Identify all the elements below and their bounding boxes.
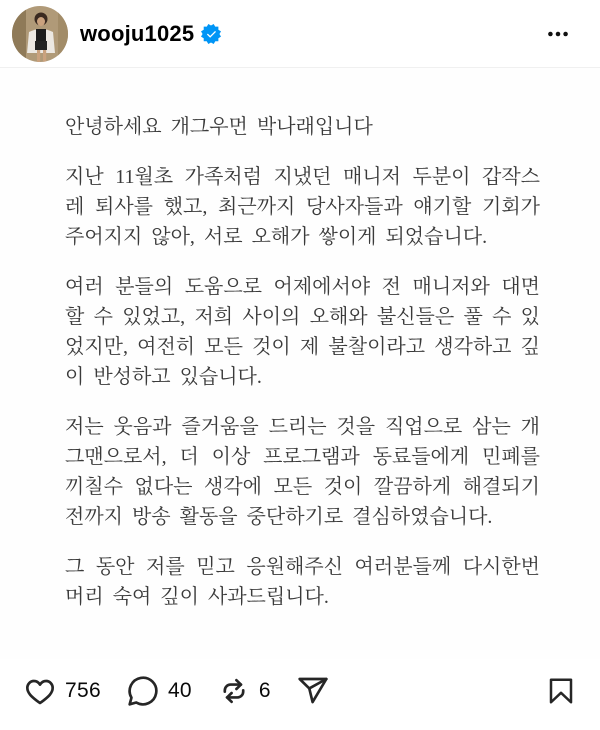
action-bar	[0, 659, 600, 729]
bookmark-icon	[546, 676, 576, 706]
avatar[interactable]	[12, 6, 68, 62]
statement-paragraph: 그 동안 저를 믿고 응원해주신 여러분들께 다시한번 머리 숙여 깊이 사과드립니다.	[65, 556, 540, 608]
heart-icon	[24, 675, 56, 707]
verified-badge-icon	[201, 24, 221, 44]
statement-paragraph: 안녕하세요 개그우먼 박나래입니다	[65, 116, 373, 138]
share-paper-plane-icon	[297, 675, 329, 707]
ellipsis-icon	[545, 21, 571, 47]
comment-count[interactable]: 40	[167, 679, 192, 702]
post-image-statement[interactable]	[0, 68, 600, 659]
more-options-button[interactable]	[540, 16, 576, 52]
comment-button[interactable]	[127, 675, 159, 707]
post-header	[0, 0, 600, 68]
username[interactable]: wooju1025	[80, 20, 195, 46]
avatar-photo	[12, 6, 68, 62]
like-count[interactable]: 756	[65, 679, 101, 702]
like-group	[24, 675, 101, 707]
comment-group	[127, 675, 192, 707]
repost-button[interactable]	[218, 675, 250, 707]
repost-group	[218, 675, 271, 707]
statement-paragraph: 여러 분들의 도움으로 어제에서야 전 매니저와 대면할 수 있었고, 저희 사이의 오해와 불신들은 풀 수 있었지만, 여전히 모든 것이 제 불찰이라고 생각하고 깊이 반성하고 있습니다.	[65, 276, 540, 388]
save-button[interactable]	[546, 676, 576, 706]
statement-paragraph: 지난 11월초 가족처럼 지냈던 매니저 두분이 갑작스레 퇴사를 했고, 최근까지 당사자들과 얘기할 기회가 주어지지 않아, 서로 오해가 쌓이게 되었습니다.	[65, 166, 540, 248]
statement-paragraph: 저는 웃음과 즐거움을 드리는 것을 직업으로 삼는 개그맨으로서, 더 이상 프로그램과 동료들에게 민폐를 끼칠수 없다는 생각에 모든 것이 깔끔하게 해결되기 전까지 방송 활동을 중단하기로 결심하였습니다.	[65, 416, 540, 528]
share-button[interactable]	[297, 675, 329, 707]
repost-icon	[218, 675, 250, 707]
repost-count[interactable]: 6	[258, 679, 271, 702]
comment-icon	[127, 675, 159, 707]
share-group	[297, 675, 329, 707]
like-button[interactable]	[24, 675, 56, 707]
